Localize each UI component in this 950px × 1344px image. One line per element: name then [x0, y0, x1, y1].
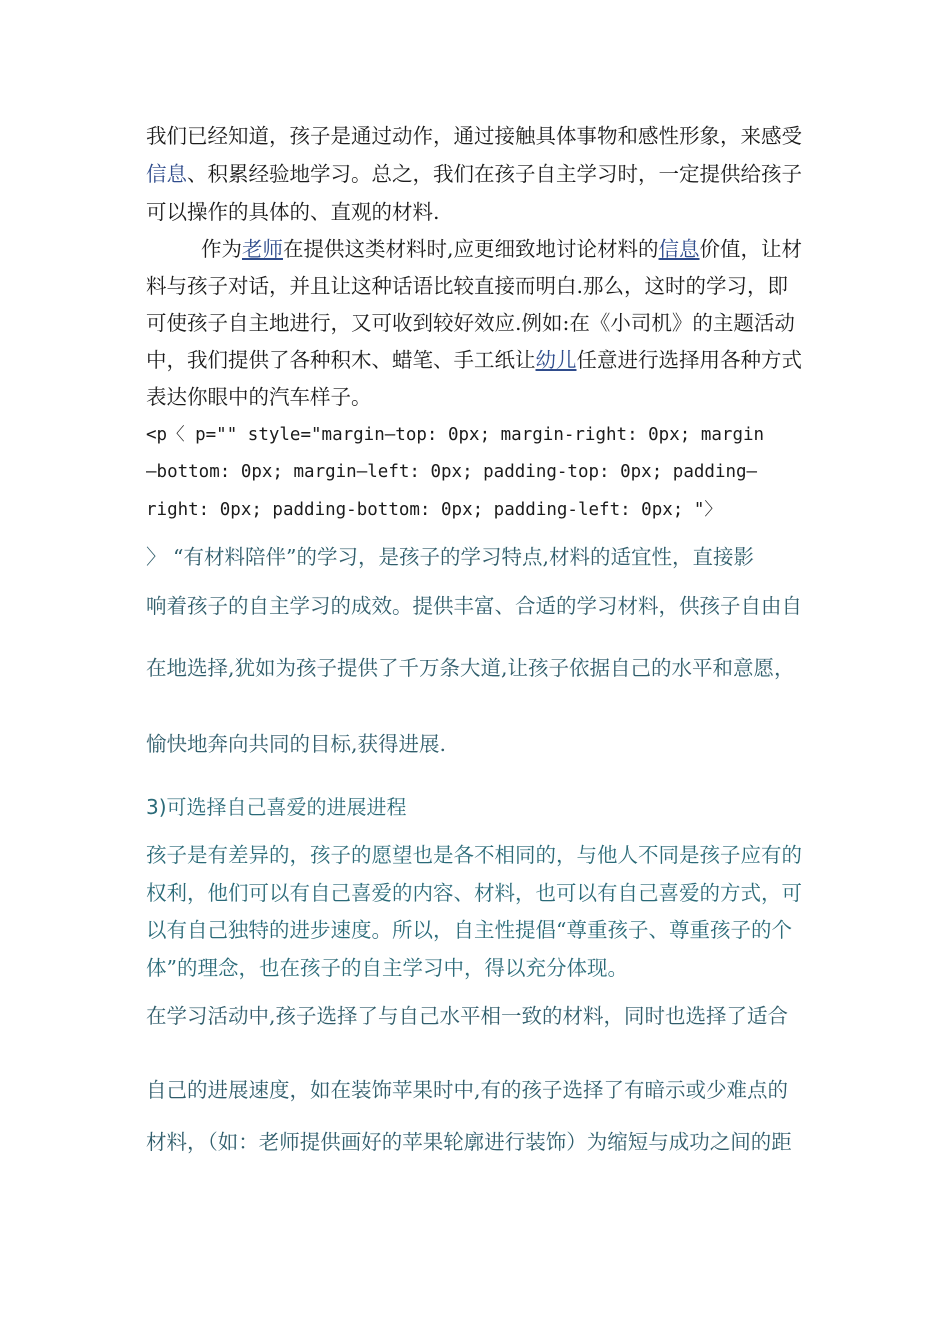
paragraph-1-line-2-text: 、积累经验地学习。总之，我们在孩子自主学习时，一定提供给孩子	[187, 162, 802, 186]
paragraph-4-line-4: 体”的理念，也在孩子的自主学习中，得以充分体现。	[146, 956, 628, 980]
code-line-1: <p〈 p="" style="margin—top: 0px; margin-right: 0px; margin	[146, 425, 765, 445]
paragraph-5-line-3: 材料，（如：老师提供画好的苹果轮廓进行装饰）为缩短与成功之间的距	[146, 1130, 792, 1154]
paragraph-4-line-2: 权利，他们可以有自己喜爱的内容、材料，也可以有自己喜爱的方式，可	[146, 881, 802, 905]
paragraph-2-line-1	[201, 236, 802, 262]
paragraph-1-line-3: 可以操作的具体的、直观的材料.	[146, 200, 440, 224]
section-heading: 3)可选择自己喜爱的进展进程	[146, 795, 407, 819]
paragraph-5-line-1: 在学习活动中,孩子选择了与自己水平相一致的材料，同时也选择了适合	[146, 1004, 789, 1028]
paragraph-1-line-2	[146, 161, 802, 187]
paragraph-2-line-4	[146, 347, 802, 373]
link-xinxi[interactable]: 信息	[146, 162, 187, 186]
paragraph-4-line-3: 以有自己独特的进步速度。所以，自主性提倡“尊重孩子、尊重孩子的个	[146, 918, 792, 942]
p2-l4-text-b: 任意进行选择用各种方式	[576, 348, 802, 372]
paragraph-4-line-1: 孩子是有差异的，孩子的愿望也是各不相同的，与他人不同是孩子应有的	[146, 843, 802, 867]
p2-text-a: 作为	[201, 237, 242, 261]
code-line-3: right: 0px; padding-bottom: 0px; padding-left: 0px; "〉	[146, 500, 722, 520]
paragraph-2-line-2: 料与孩子对话，并且让这种话语比较直接而明白.那么，这时的学习，即	[146, 274, 789, 298]
link-youer[interactable]: 幼儿	[535, 348, 577, 372]
link-xinxi-2[interactable]: 信息	[658, 237, 700, 261]
paragraph-3-line-1: 〉 “有材料陪伴”的学习，是孩子的学习特点,材料的适宜性，直接影	[146, 545, 754, 569]
p2-l4-text-a: 中，我们提供了各种积木、蜡笔、手工纸让	[146, 348, 536, 372]
paragraph-1-line-1: 我们已经知道，孩子是通过动作，通过接触具体事物和感性形象，来感受	[146, 124, 802, 148]
paragraph-5-line-2: 自己的进展速度，如在装饰苹果时中,有的孩子选择了有暗示或少难点的	[146, 1078, 789, 1102]
p2-text-c: 价值，让材	[699, 237, 803, 261]
link-laoshi[interactable]: 老师	[242, 237, 283, 261]
paragraph-2-line-3: 可使孩子自主地进行，又可收到较好效应.例如:在《小司机》的主题活动	[146, 311, 795, 335]
paragraph-3-line-3: 在地选择,犹如为孩子提供了千万条大道,让孩子依据自己的水平和意愿，	[146, 656, 795, 680]
paragraph-2-line-5: 表达你眼中的汽车样子。	[146, 385, 372, 409]
code-line-2: —bottom: 0px; margin—left: 0px; padding-top: 0px; padding—	[146, 462, 758, 482]
paragraph-3-line-2: 响着孩子的自主学习的成效。提供丰富、合适的学习材料，供孩子自由自	[146, 594, 802, 618]
p2-text-b: 在提供这类材料时,应更细致地讨论材料的	[283, 237, 659, 261]
paragraph-3-line-4: 愉快地奔向共同的目标,获得进展.	[146, 732, 447, 756]
